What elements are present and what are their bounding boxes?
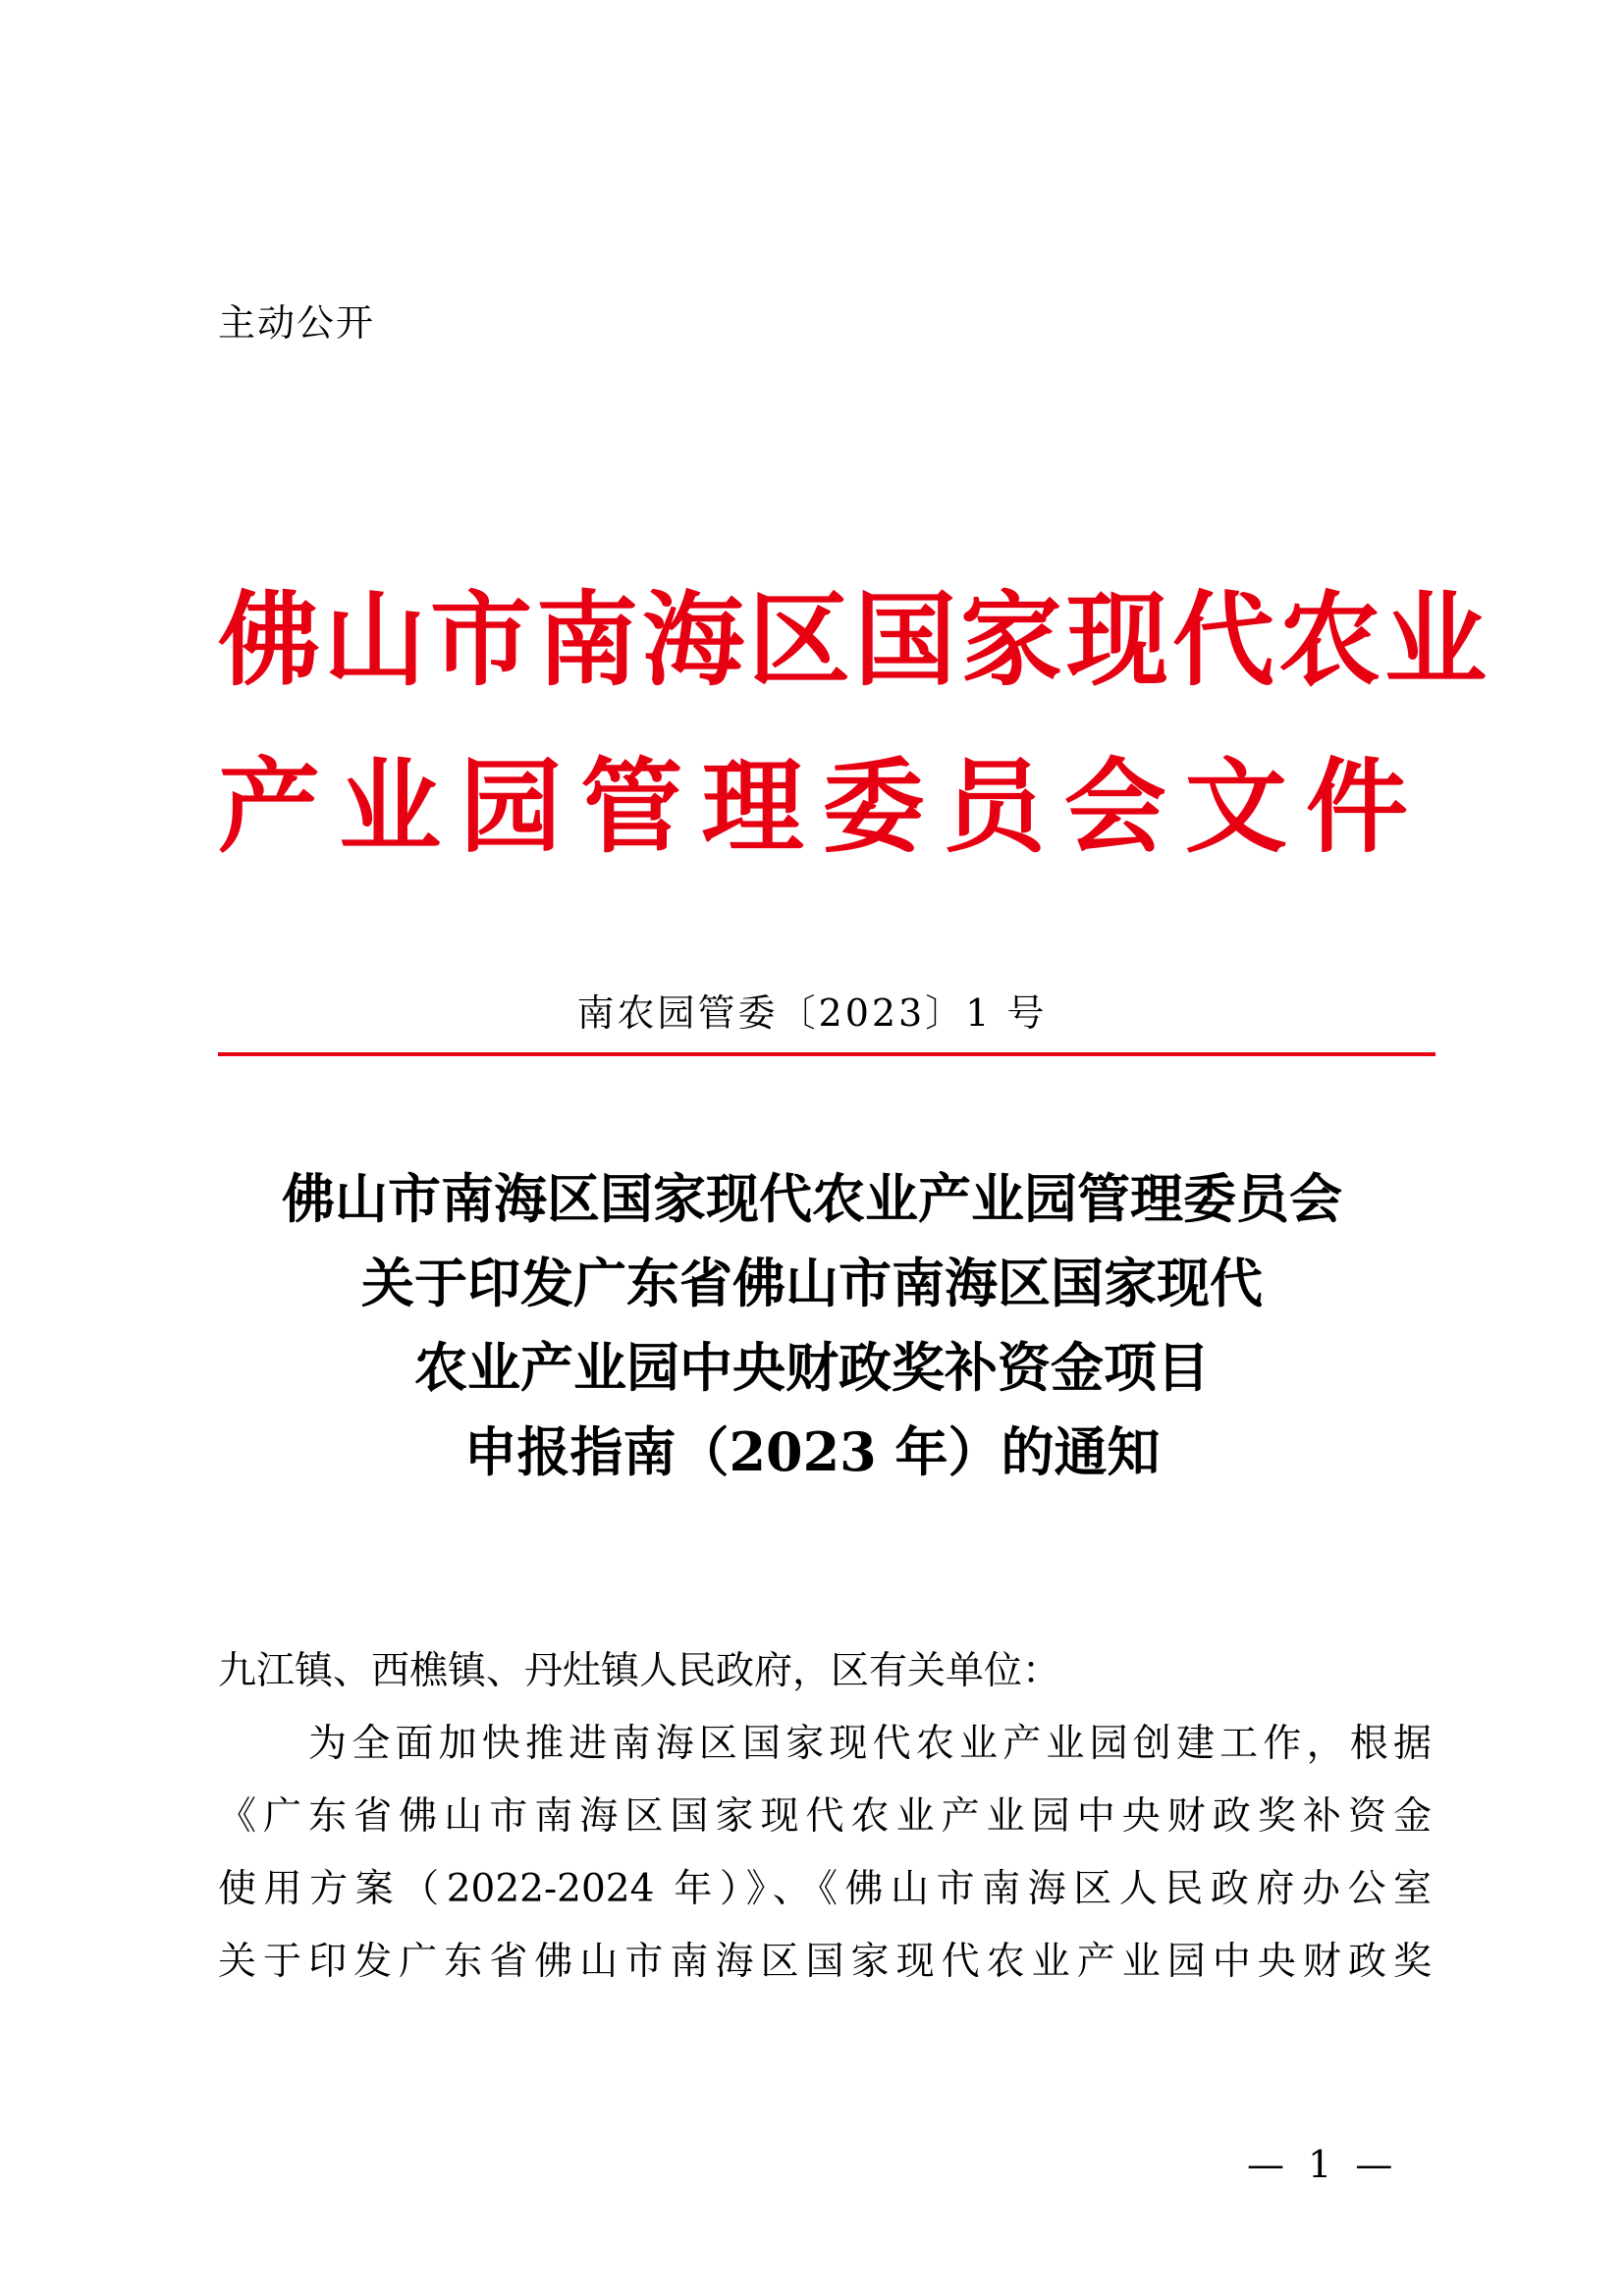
body-line: 为全面加快推进南海区国家现代农业产业园创建工作，根据 [308,1722,1432,1766]
addressee-line: 九江镇、西樵镇、丹灶镇人民政府，区有关单位： [218,1649,1061,1693]
body-text [218,1635,1432,1999]
body-line: 关于印发广东省佛山市南海区国家现代农业产业园中央财政奖 [218,1940,1432,1984]
red-separator-line [218,1052,1435,1056]
disclosure-label: 主动公开 [218,301,376,345]
issuer-header-line-2: 产业园管理委员会文件 [218,746,1426,867]
notice-title-line: 佛山市南海区国家现代农业产业园管理委员会 [282,1167,1342,1230]
body-line: 《广东省佛山市南海区国家现代农业产业园中央财政奖补资金 [218,1794,1432,1839]
issuer-header-line-1: 佛山市南海区国家现代农业 [218,579,1491,700]
notice-title-line: 农业产业园中央财政奖补资金项目 [414,1336,1210,1399]
notice-title-line: 关于印发广东省佛山市南海区国家现代 [361,1252,1263,1314]
notice-title-line: 申报指南（2023 年）的通知 [463,1420,1161,1483]
body-line: 使用方案（2022-2024 年）》、《佛山市南海区人民政府办公室 [218,1867,1432,1911]
notice-title [0,1156,1624,1494]
document-number: 南农园管委〔2023〕1 号 [576,991,1048,1035]
page-number: — 1 — [1247,2143,1399,2186]
